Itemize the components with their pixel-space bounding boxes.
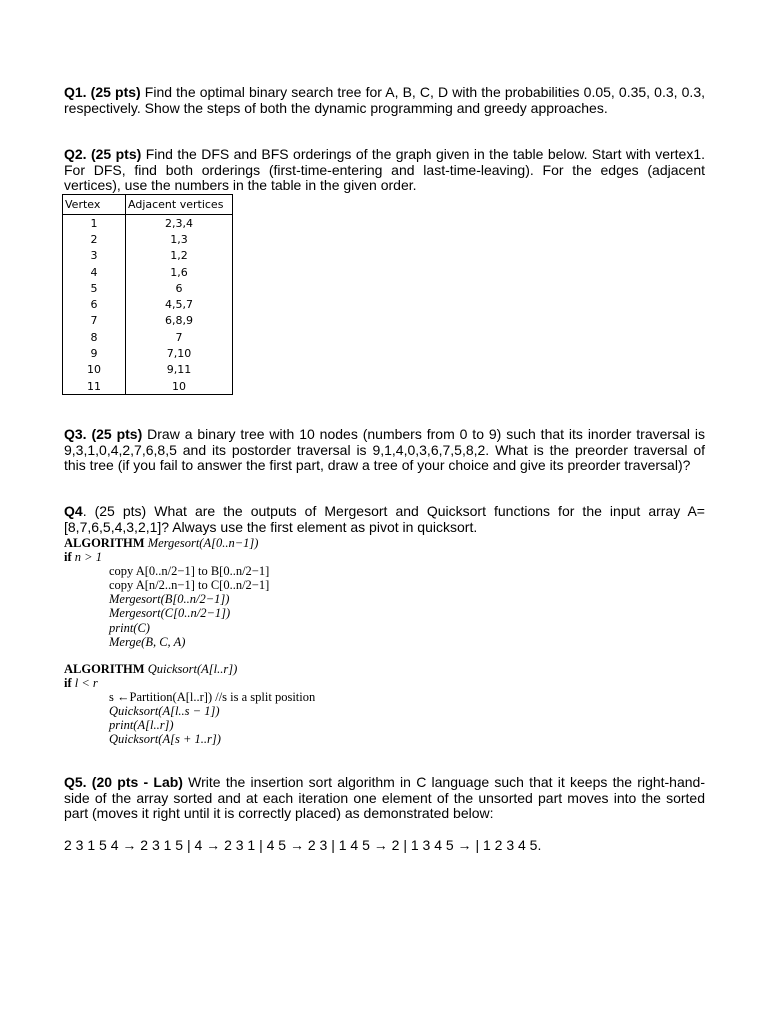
if-condition: l < r — [74, 676, 98, 691]
question-3-label: Q3. (25 pts) — [64, 426, 143, 442]
adjacent-vertices-cell: 10 — [172, 379, 186, 393]
vertex-cell: 1 — [63, 215, 126, 232]
question-5-label: Q5. (20 pts - Lab) — [64, 774, 183, 790]
question-2-label: Q2. (25 pts) — [64, 146, 142, 162]
vertex-cell: 3 — [63, 248, 126, 264]
table-row — [63, 378, 233, 395]
code-line: copy A[0..n/2−1] to B[0..n/2−1] — [109, 564, 270, 579]
question-3 — [64, 427, 705, 474]
table-row — [63, 215, 233, 232]
algorithm-header — [64, 662, 315, 676]
algorithm-header — [64, 536, 269, 550]
code-line: Merge(B, C, A) — [109, 634, 186, 649]
column-header-vertex: Vertex — [63, 195, 126, 215]
adjacent-vertices-cell: 7 — [175, 330, 183, 344]
adjacent-vertices-cell: 7,10 — [166, 347, 192, 361]
column-header-adjacent: Adjacent vertices — [126, 195, 233, 215]
algorithm-signature: Mergesort(A[0..n−1]) — [147, 536, 259, 550]
if-line — [64, 550, 269, 564]
table-row — [63, 345, 233, 361]
vertex-cell: 4 — [63, 264, 126, 280]
if-condition: n > 1 — [74, 550, 102, 565]
table-body — [63, 215, 233, 395]
code-line: Mergesort(C[0..n/2−1]) — [109, 606, 231, 621]
question-1 — [64, 85, 705, 116]
adjacent-vertices-cell: 6 — [175, 281, 183, 295]
code-line: Quicksort(A[l..s − 1]) — [109, 704, 220, 719]
adjacent-vertices-cell: 1,2 — [170, 249, 188, 263]
quicksort-algorithm — [64, 662, 315, 747]
table-row — [63, 248, 233, 264]
code-line: print(A[l..r]) — [109, 718, 174, 733]
code-line: print(C) — [109, 620, 150, 635]
question-5 — [64, 775, 705, 822]
question-2 — [64, 147, 705, 194]
vertex-cell: 10 — [63, 362, 126, 378]
algorithm-keyword: ALGORITHM — [64, 662, 145, 676]
code-line: s ←Partition(A[l..r]) //s is a split position — [109, 690, 316, 705]
adjacent-vertices-cell: 4,5,7 — [165, 298, 193, 312]
table-row — [63, 362, 233, 378]
question-2-text: Find the DFS and BFS orderings of the graph given in the table below. Start with vertex1. For DFS, find both orderings (first-time-entering and last-time-leaving). For the edges (adjacent vertices), use the numbers in the table in the given order. — [64, 146, 706, 193]
table-row — [63, 231, 233, 247]
vertex-cell: 7 — [63, 313, 126, 329]
table-row — [63, 329, 233, 345]
question-1-label: Q1. (25 pts) — [64, 84, 141, 100]
adjacent-vertices-cell: 1,6 — [170, 265, 188, 279]
question-1-text: Find the optimal binary search tree for A, B, C, D with the probabilities 0.05, 0.35, 0.3, 0.3, respectively. Show the steps of both the dynamic programming and greedy approaches. — [64, 84, 705, 116]
algorithm-keyword: ALGORITHM — [64, 536, 145, 550]
question-4-label: Q4 — [64, 503, 83, 519]
adjacent-vertices-cell: 2,3,4 — [165, 216, 193, 230]
vertex-cell: 6 — [63, 296, 126, 312]
code-line: Mergesort(B[0..n/2−1]) — [109, 592, 230, 607]
mergesort-algorithm — [64, 536, 269, 649]
vertex-cell: 11 — [63, 378, 126, 395]
question-5-text: Write the insertion sort algorithm in C language such that it keeps the right-hand-side of the array sorted and at each iteration one element of the unsorted part moves into the sorted part (moves it right until it is correctly placed) as demonstrated below: — [64, 774, 705, 821]
table-row — [63, 296, 233, 312]
adjacent-vertices-cell: 1,3 — [170, 232, 188, 246]
question-4 — [64, 504, 705, 535]
question-3-text: Draw a binary tree with 10 nodes (numbers from 0 to 9) such that its inorder traversal is 9,3,1,0,4,2,7,6,8,5 and its postorder traversal is 9,1,4,0,3,6,7,5,8,2. What is the preorder traversal of this tree (if you fail to answer the first part, draw a tree of your choice and give its preorder traversal)? — [64, 426, 705, 473]
if-keyword: if — [64, 550, 72, 565]
vertex-cell: 5 — [63, 280, 126, 296]
if-line — [64, 676, 315, 690]
code-line: Quicksort(A[s + 1..r]) — [109, 732, 221, 747]
code-line: copy A[n/2..n−1] to C[0..n/2−1] — [109, 578, 270, 593]
vertex-cell: 8 — [63, 329, 126, 345]
table-row — [63, 313, 233, 329]
adjacent-vertices-cell: 9,11 — [166, 363, 192, 377]
vertex-cell: 9 — [63, 345, 126, 361]
algorithm-signature: Quicksort(A[l..r]) — [147, 662, 238, 676]
insertion-sort-sequence: 2 3 1 5 4 → 2 3 1 5 | 4 → 2 3 1 | 4 5 → 2 3 | 1 4 5 → 2 | 1 3 4 5 → | 1 2 3 4 5. — [64, 837, 542, 853]
table-header-row — [63, 195, 233, 215]
adjacency-table — [62, 194, 233, 395]
if-keyword: if — [64, 676, 72, 691]
question-4-text: . (25 pts) What are the outputs of Mergesort and Quicksort functions for the input array A=[8,7,6,5,4,3,2,1]? Always use the first element as pivot in quicksort. — [64, 503, 705, 535]
adjacent-vertices-cell: 6,8,9 — [165, 314, 193, 328]
vertex-cell: 2 — [63, 231, 126, 247]
table-row — [63, 264, 233, 280]
table-row — [63, 280, 233, 296]
